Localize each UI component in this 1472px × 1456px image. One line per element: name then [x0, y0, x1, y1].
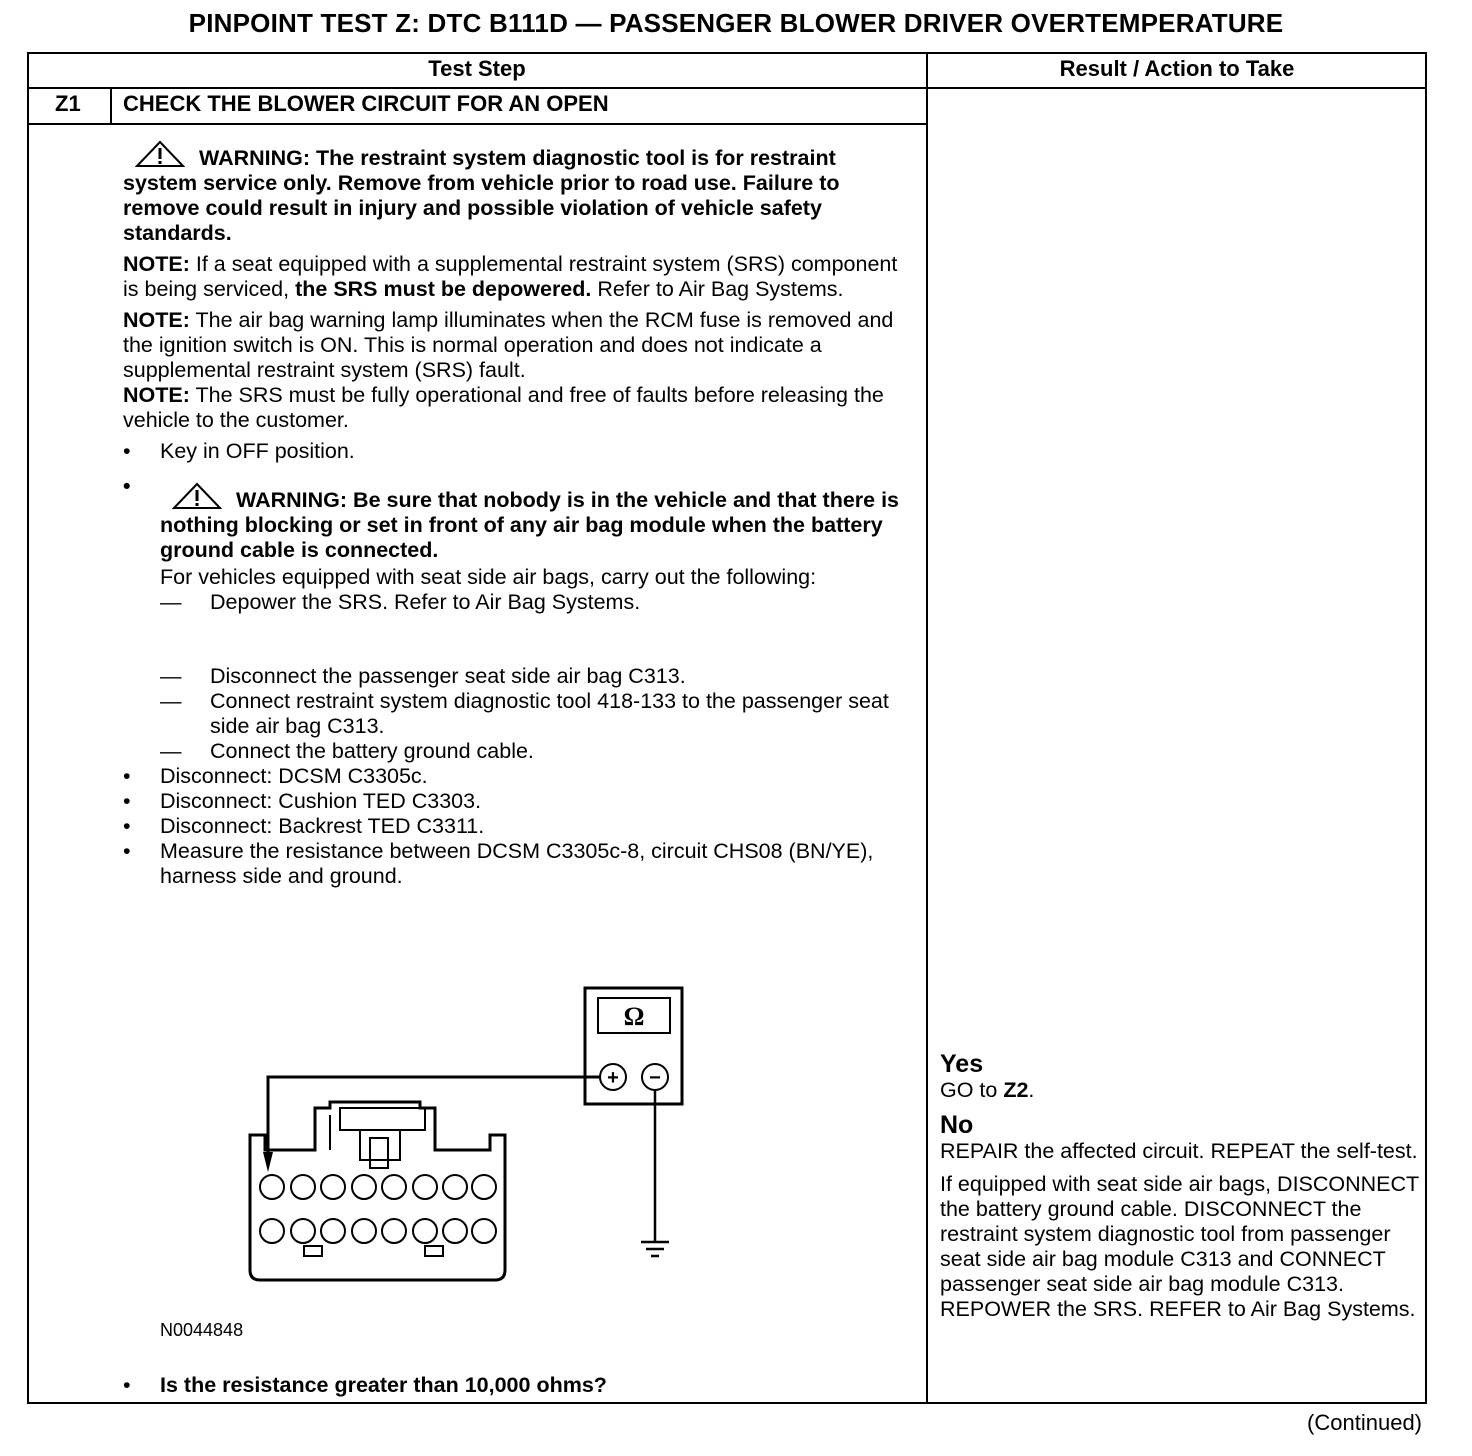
bullet-item	[123, 814, 903, 839]
warning-text: WARNING: The restraint system diagnostic tool is for restraint system service only. Remove from vehicle prior to road use. Failure to remove could result in injury and possible violation of vehicle safety standards.	[123, 146, 840, 245]
bullet-warning	[123, 474, 903, 563]
figure-id: N0044848	[160, 1320, 244, 1340]
step-id: Z1	[55, 91, 81, 116]
dash-item	[123, 590, 903, 615]
note-text: The air bag warning lamp illuminates when the RCM fuse is removed and the ignition switch is ON. This is normal operation and does not indicate a supplemental restraint system (SRS) fault.	[123, 308, 894, 382]
ground-icon	[641, 1242, 669, 1256]
warning-triangle-icon	[135, 140, 185, 168]
note-label: NOTE:	[123, 252, 190, 276]
dash-marker: —	[160, 664, 182, 688]
bullet-text: Disconnect: DCSM C3305c.	[160, 764, 428, 788]
bullet-item	[123, 789, 903, 814]
note-airbag-lamp	[123, 308, 903, 383]
dash-item	[123, 689, 903, 739]
dash-marker: —	[160, 590, 182, 614]
note-label: NOTE:	[123, 308, 190, 332]
result-target-step: Z2	[1003, 1078, 1029, 1102]
note-text: Refer to Air Bag Systems.	[591, 277, 844, 301]
dash-marker: —	[160, 739, 182, 763]
step-title: CHECK THE BLOWER CIRCUIT FOR AN OPEN	[123, 91, 609, 116]
note-text: The SRS must be fully operational and free of faults before releasing the vehicle to the customer.	[123, 383, 884, 432]
meter-plus-label: +	[607, 1067, 619, 1089]
bullet-item	[123, 1373, 903, 1398]
question-text: Is the resistance greater than 10,000 ohms?	[160, 1373, 607, 1397]
bullet-marker: •	[123, 764, 131, 788]
dash-item	[123, 664, 903, 689]
bullet-text: Disconnect: Cushion TED C3303.	[160, 789, 482, 813]
bullet-marker: •	[123, 839, 131, 863]
result-text: GO to	[940, 1078, 1004, 1102]
bullet-text: Key in OFF position.	[160, 439, 355, 463]
header-result-action: Result / Action to Take	[1059, 56, 1295, 81]
note-srs-depower	[123, 252, 903, 302]
bullet-text: Disconnect: Backrest TED C3311.	[160, 814, 485, 838]
bullet-marker: •	[123, 474, 131, 498]
dash-text: Depower the SRS. Refer to Air Bag Systems.	[210, 590, 641, 614]
bullet-marker: •	[123, 439, 131, 463]
resistance-measurement-figure	[220, 980, 720, 1300]
meter-minus-label: −	[649, 1067, 661, 1089]
step-body	[123, 140, 903, 889]
dash-item	[123, 739, 903, 764]
note-label: NOTE:	[123, 383, 190, 407]
bullet-marker: •	[123, 814, 131, 838]
test-question	[123, 1373, 903, 1398]
header-test-step: Test Step	[428, 56, 526, 81]
result-action	[940, 1050, 1425, 1322]
note-emphasis: the SRS must be depowered.	[295, 277, 592, 301]
result-no-action: REPAIR the affected circuit. REPEAT the self-test.	[940, 1139, 1418, 1163]
note-srs-operational	[123, 383, 903, 433]
bullet-item	[123, 439, 903, 464]
connector-latches	[304, 1246, 443, 1256]
meter-ohm-symbol: Ω	[623, 1002, 645, 1031]
result-text: .	[1028, 1078, 1035, 1102]
bullet-marker: •	[123, 1373, 131, 1397]
bullet-text: Measure the resistance between DCSM C3305c-8, circuit CHS08 (BN/YE), harness side and ground.	[160, 839, 874, 888]
warning-triangle-icon	[172, 482, 222, 510]
note-text: If a seat equipped with a supplemental restraint system (SRS) component is being serviced,	[123, 252, 898, 301]
dash-text: Connect restraint system diagnostic tool 418-133 to the passenger seat side air bag C313.	[210, 689, 889, 738]
bullet-marker: •	[123, 789, 131, 813]
page-title: PINPOINT TEST Z: DTC B111D — PASSENGER BLOWER DRIVER OVERTEMPERATURE	[188, 8, 1284, 38]
connector-pins	[260, 1175, 496, 1243]
dash-marker: —	[160, 689, 182, 713]
column-divider	[926, 52, 928, 1404]
dash-text: Connect the battery ground cable.	[210, 739, 534, 763]
result-no-label: No	[940, 1111, 974, 1139]
warning-text: WARNING: Be sure that nobody is in the vehicle and that there is nothing blocking or set in front of any air bag module when the battery ground cable is connected.	[160, 488, 900, 562]
warning-paragraph	[123, 140, 903, 246]
result-no-seat-side: If equipped with seat side air bags, DISCONNECT the battery ground cable. DISCONNECT the restraint system diagnostic tool from passenger seat side air bag module C313 and CONNECT passenger seat side air bag module C313. REPOWER the SRS. REFER to Air Bag Systems.	[940, 1172, 1419, 1321]
dash-text: Disconnect the passenger seat side air bag C313.	[210, 664, 686, 688]
probe-tip	[263, 1152, 273, 1172]
header-divider	[27, 87, 1427, 89]
continued-marker: (Continued)	[1307, 1410, 1422, 1435]
result-yes-label: Yes	[940, 1050, 984, 1078]
seat-side-intro: For vehicles equipped with seat side air bags, carry out the following:	[160, 565, 817, 589]
step-title-divider	[27, 123, 928, 125]
bullet-item	[123, 764, 903, 789]
bullet-item	[123, 839, 903, 889]
result-yes-action	[940, 1078, 1425, 1103]
step-id-divider	[110, 87, 112, 125]
